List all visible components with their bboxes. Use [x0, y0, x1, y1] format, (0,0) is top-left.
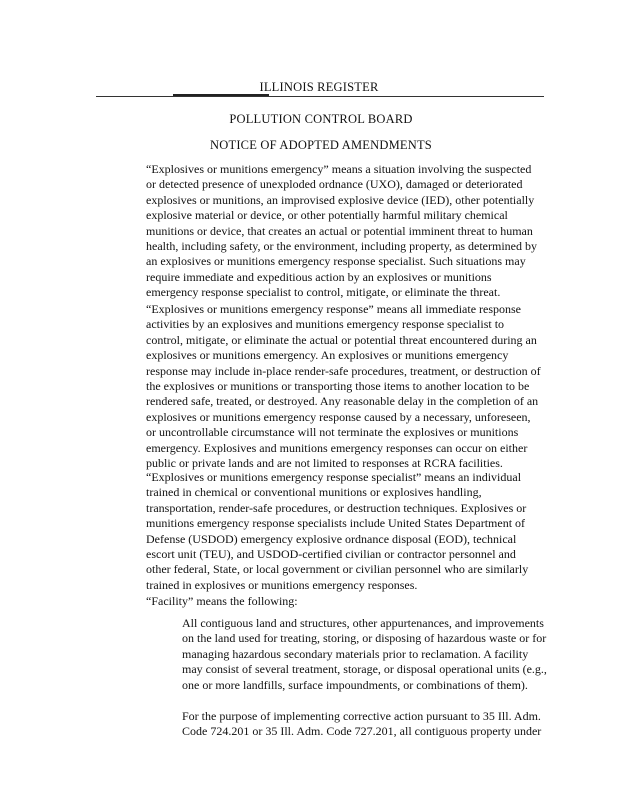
- text-line: “Explosives or munitions emergency response specialist” means an individual: [146, 470, 522, 484]
- text-line: trained in chemical or conventional munitions or explosives handling,: [146, 485, 482, 500]
- definition-response-specialist: [146, 470, 546, 593]
- text-line: munitions or device, that creates an actual or potential imminent threat to human: [146, 223, 533, 238]
- definition-explosives-emergency-response: [146, 302, 546, 471]
- header-rule: [96, 96, 544, 97]
- text-line: escort unit (TEU), and USDOD-certified civilian or contractor personnel and: [146, 547, 516, 562]
- text-line: may consist of several treatment, storage, or disposal operational units (e.g.,: [182, 662, 547, 677]
- text-line: emergency. Explosives and munitions emergency responses can occur on either: [146, 440, 528, 455]
- text-line: health, including safety, or the environment, including property, as determined by: [146, 239, 538, 254]
- text-line: trained in explosives or munitions emergency responses.: [146, 577, 418, 592]
- text-line: explosives or munitions emergency. An explosives or munitions emergency: [146, 348, 509, 363]
- text-line: For the purpose of implementing corrective action pursuant to 35 Ill. Adm.: [182, 709, 541, 723]
- text-line: emergency response specialist to control, mitigate, or eliminate the threat.: [146, 285, 501, 300]
- text-line: Defense (USDOD) emergency explosive ordnance disposal (EOD), technical: [146, 531, 517, 546]
- text-line: control, mitigate, or eliminate the actual or potential threat encountered during an: [146, 332, 537, 347]
- text-line: “Explosives or munitions emergency response” means all immediate response: [146, 302, 522, 316]
- text-line: Code 724.201 or 35 Ill. Adm. Code 727.201, all contiguous property under: [182, 724, 542, 739]
- text-line: one or more landfills, surface impoundments, or combinations of them).: [182, 677, 528, 692]
- text-line: or uncontrollable circumstance will not terminate the explosives or munitions: [146, 425, 519, 440]
- text-line: explosives or munitions, an improvised explosive device (IED), other potentially: [146, 192, 535, 207]
- text-line: “Explosives or munitions emergency” means a situation involving the suspected: [146, 162, 532, 176]
- definition-explosives-emergency: [146, 162, 546, 301]
- text-line: on the land used for treating, storing, or disposing of hazardous waste or for: [182, 631, 547, 646]
- facility-subparagraph-a: [182, 616, 546, 693]
- text-line: other federal, State, or local government or civilian personnel who are similarly: [146, 562, 529, 577]
- text-line: munitions emergency response specialists include United States Department of: [146, 516, 526, 531]
- text-line: rendered safe, treated, or destroyed. Any reasonable delay in the completion of an: [146, 394, 539, 409]
- text-line: an explosives or munitions emergency response specialist. Such situations may: [146, 254, 526, 269]
- board-title: POLLUTION CONTROL BOARD: [229, 112, 413, 126]
- definition-facility-intro: [146, 594, 546, 609]
- text-line: “Facility” means the following:: [146, 594, 298, 608]
- text-line: explosives or munitions emergency response caused by a necessary, unforeseen,: [146, 409, 531, 424]
- text-line: managing hazardous secondary materials prior to reclamation. A facility: [182, 646, 529, 661]
- text-line: public or private lands and are not limited to responses at RCRA facilities.: [146, 456, 503, 471]
- notice-title: NOTICE OF ADOPTED AMENDMENTS: [210, 138, 432, 152]
- register-title: ILLINOIS REGISTER: [259, 80, 379, 94]
- text-line: explosive material or device, or other potentially harmful military chemical: [146, 208, 508, 223]
- text-line: activities by an explosives and munitions emergency response specialist to: [146, 317, 505, 332]
- text-line: transportation, render-safe procedures, or destruction techniques. Explosives or: [146, 500, 527, 515]
- text-line: require immediate and expeditious action by an explosives or munitions: [146, 269, 492, 284]
- text-line: or detected presence of unexploded ordnance (UXO), damaged or deteriorated: [146, 177, 523, 192]
- text-line: the explosives or munitions or transporting those items to another location to be: [146, 379, 530, 394]
- text-line: response may include in-place render-safe procedures, treatment, or destruction of: [146, 363, 541, 378]
- text-line: All contiguous land and structures, other appurtenances, and improvements: [182, 616, 544, 630]
- facility-subparagraph-b: [182, 709, 546, 740]
